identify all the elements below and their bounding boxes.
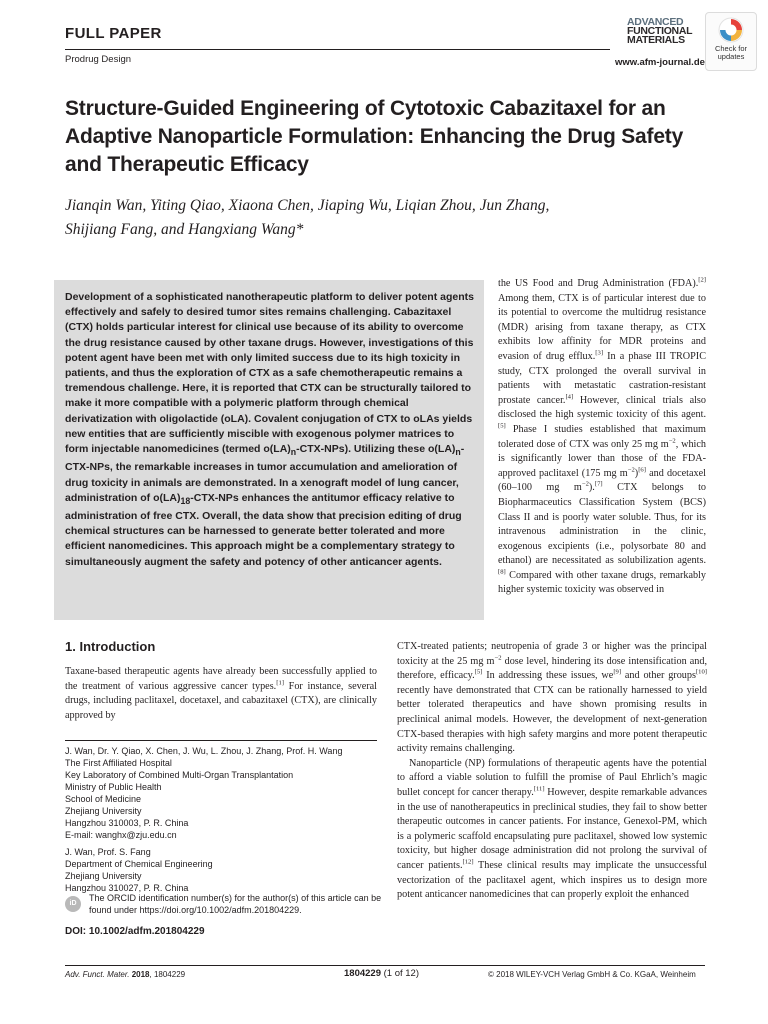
ref-link[interactable]: [5] [498, 422, 506, 430]
affiliation-line: J. Wan, Prof. S. Fang [65, 847, 151, 857]
affiliation-line: Hangzhou 310003, P. R. China [65, 818, 189, 828]
orcid-icon[interactable]: iD [65, 896, 81, 912]
ref-link[interactable]: [12] [462, 858, 474, 866]
intro-paragraph: Taxane-based therapeutic agents have already been successfully applied to the treatment of various aggressive cancer types.[1] For instance, several drugs, including paclitaxel, docetaxel, and cabazitaxel (CTX), are clinically approved by [65, 666, 377, 721]
logo-line-functional: FUNCTIONAL [627, 25, 693, 37]
footer-page-number: 1804229 (1 of 12) [344, 968, 420, 979]
journal-logo [627, 18, 709, 45]
affiliation-line: Department of Chemical Engineering [65, 859, 213, 869]
article-category: Prodrug Design [65, 54, 132, 65]
article-type-label: FULL PAPER [65, 25, 162, 42]
affiliation-line: The First Affiliated Hospital [65, 758, 172, 768]
affiliation-line: Key Laboratory of Combined Multi-Organ Transplantation [65, 770, 294, 780]
section-heading-introduction: 1. Introduction [65, 639, 156, 654]
logo-line-materials: MATERIALS [627, 34, 685, 46]
body-right-column-bottom [397, 640, 707, 903]
ref-link[interactable]: [8] [498, 568, 506, 576]
affiliation-line: Zhejiang University [65, 871, 142, 881]
ref-link[interactable]: [9] [613, 668, 622, 676]
check-updates-icon [718, 17, 744, 43]
ref-link[interactable]: [5] [474, 668, 483, 676]
email-link[interactable]: E-mail: wanghx@zju.edu.cn [65, 830, 177, 840]
body-right-column-top: the US Food and Drug Administration (FDA).[2] Among them, CTX is of particular interest due to its potential to overcome the multidrug resistance (MDR) arising from taxane therapy, as CTX exhibits low affinity for MDR proteins and evasion of drug efflux.[3] In a phase III TROPIC study, CTX prolonged the overall survival in patients with metastatic castration-resistant prostate cancer.[4] However, clinical trials also disclosed the high systemic toxicity of this agent.[5] Phase I studies established that maximum tolerated dose of CTX was only 25 mg $m^{-2}$, which is significantly lower than those of the FDA-approved paclitaxel (175 mg $m^{-2})[6]$ and docetaxel (60–100 mg $m^{-2}).[7]$ CTX belongs to Biopharmaceutics Classification System (BCS) Class II and is poorly water soluble. Thus, for its intravenous administration in the clinic, exogenous excipients (i.e., polysorbate 80 and ethanol) are necessitated as solubilization agents.[8] Compared with other taxane drugs, remarkably higher systemic toxicity was observed in [498, 276, 706, 596]
ref-link[interactable]: [3] [595, 349, 604, 357]
journal-url-link[interactable]: www.afm-journal.de [615, 57, 705, 68]
badge-line2: updates [717, 52, 745, 61]
orcid-note [65, 893, 385, 917]
authors-line2: Shijiang Fang, and Hangxiang Wang* [65, 221, 304, 238]
authors-line1: Jianqin Wan, Yiting Qiao, Xiaona Chen, Jiaping Wu, Liqian Zhou, Jun Zhang, [65, 197, 550, 214]
ref-link[interactable]: [10] [695, 668, 707, 676]
footer-divider [65, 965, 705, 966]
author-list [65, 194, 705, 242]
affiliation-line: Hangzhou 310027, P. R. China [65, 883, 189, 893]
affiliation-line: Ministry of Public Health [65, 782, 162, 792]
affiliation-line: J. Wan, Dr. Y. Qiao, X. Chen, J. Wu, L. Zhou, J. Zhang, Prof. H. Wang [65, 746, 343, 756]
footer-citation: Adv. Funct. Mater. 2018, 1804229 [65, 970, 186, 979]
ref-link[interactable]: [11] [533, 785, 545, 793]
affiliation-line: School of Medicine [65, 794, 142, 804]
badge-line1: Check for [714, 44, 748, 53]
affiliation-line: Zhejiang University [65, 806, 142, 816]
abstract-text: Development of a sophisticated nanotherapeutic platform to deliver potent agents effectively and safely to desired tumor sites remains challenging. Cabazitaxel (CTX) holds particular interest for clinical use because of its ability to overcome the drug resistance caused by other taxane drugs. However, investigations of this potent agent have been met with only limited success due to its high toxicity in patients, and thus the exploration of CTX as a safe chemotherapeutic remains a tremendous challenge. Here, it is reported that CTX can be structurally tailored to make it more compatible with a polymeric platform through chemical derivatization with oligolactide (oLA). Covalent conjugation of CTX to oLAs yields new entities that are sufficiently miscible with exogenous polymer matrices to form injectable nanomedicines (termed $o(LA)_n-CTX-NPs$). Utilizing these $o(LA)_n-CTX$-NPs, the remarkable increases in tumor accumulation and amelioration of drug toxicity in animals are demonstrated. In a xenograft model of lung cancer, administration of $o(LA)_{18}-CTX$-NPs enhances the antitumor efficacy relative to administration of free CTX. Overall, the data show that precision editing of drug chemical structures can be harnessed to generate better tolerated and more efficient nanomedicines. This approach might be a complementary strategy to simultaneously augment the safety and potency of other anticancer agents. [65, 291, 474, 568]
ref-link[interactable]: [2] [698, 276, 706, 284]
paragraph: CTX-treated patients; neutropenia of grade 3 or higher was the principal toxicity at the 25 mg $m^{-2}$ dose level, hindering its dose intensification and, therefore, efficacy.[5] In addressing these issues, we[9] and other groups[10] recently have demonstrated that CTX can be rationally harnessed to yield better tolerated therapeutics and have shown promising results in preclinical animal models. However, the development of next-generation CTX-based therapies with high safety margins and more potent therapeutic activity remains challenging. [397, 641, 707, 755]
logo-line-advanced: ADVANCED [627, 16, 684, 28]
ref-link[interactable]: [6] [638, 466, 646, 474]
doi-link[interactable]: DOI: 10.1002/adfm.201804229 [65, 926, 205, 937]
article-title: Structure-Guided Engineering of Cytotoxic Cabazitaxel for an Adaptive Nanoparticle Formulation: Enhancing the Drug Safety and Therapeutic Efficacy [65, 97, 684, 176]
orcid-text: The ORCID identification number(s) for the author(s) of this article can be found under https://doi.org/10.1002/adfm.201804229. [89, 893, 382, 915]
check-for-updates-button[interactable] [705, 12, 757, 71]
ref-link[interactable]: [4] [565, 393, 574, 401]
affiliations [65, 745, 380, 894]
footer-copyright: © 2018 WILEY-VCH Verlag GmbH & Co. KGaA, Weinheim [488, 970, 696, 979]
header-divider [65, 49, 610, 50]
ref-link[interactable]: [1] [276, 679, 284, 687]
paragraph: Nanoparticle (NP) formulations of therapeutic agents have the potential to afford a viable solution to fulfill the promise of Paul Ehrlich’s magic bullet concept for cancer therapy.[11] However, despite remarkable advances in the use of nanotherapeutics in preclinical studies, they fail to show better therapeutic outcomes in cancer patients. For instance, Genexol-PM, which is a polymeric scaffold encapsulating pure paclitaxel, showed low systemic toxicity, but higher dosage administration did not prolong the survival of cancer patients.[12] These clinical results may implicate the unsuccessful vectorization of the paclitaxel agent, which inspires us to design more potent anticancer nanomedicines that can properly exploit the enhanced [397, 757, 708, 901]
affiliation-divider [65, 740, 377, 741]
ref-link[interactable]: [7] [594, 480, 603, 488]
